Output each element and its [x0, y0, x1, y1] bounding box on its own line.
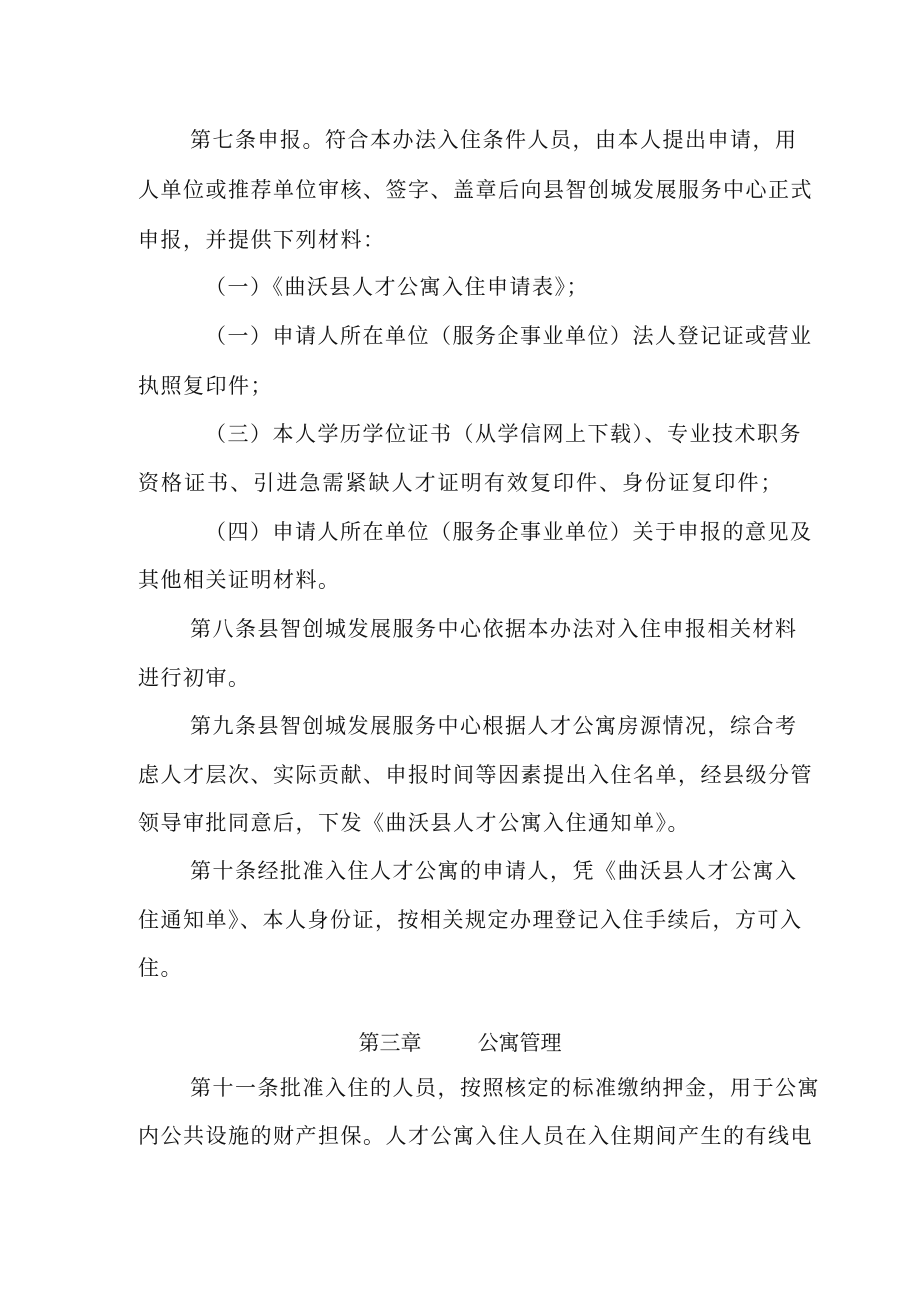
article-10-line-1: 第十条经批准入住人才公寓的申请人，凭《曲沃县人才公寓入: [190, 859, 798, 883]
article-7-line-1: 第七条申报。符合本办法入住条件人员，由本人提出申请，用: [190, 128, 798, 152]
article-10-line-3: 住。: [138, 956, 183, 980]
item-3-line-1: （三）本人学历学位证书（从学信网上下载）、专业技术职务: [205, 422, 802, 446]
item-1-line-1: （一）《曲沃县人才公寓入住申请表》；: [205, 275, 589, 299]
item-2-line-2: 执照复印件；: [138, 374, 273, 398]
chapter-heading: [0, 1028, 920, 1058]
article-8-line-2: 进行初审。: [138, 666, 251, 690]
article-9-line-3: 领导审批同意后，下发《曲沃县人才公寓入住通知单》。: [138, 811, 690, 835]
article-11-line-2: 内公共设施的财产担保。人才公寓入住人员在入住期间产生的有线电: [138, 1124, 813, 1148]
article-11-line-1: 第十一条批准入住的人员，按照核定的标准缴纳押金，用于公寓: [190, 1076, 820, 1100]
item-4-line-1: （四）申请人所在单位（服务企事业单位）关于申报的意见及: [205, 520, 813, 544]
item-4-line-2: 其他相关证明材料。: [138, 568, 341, 592]
item-2-line-1: （一）申请人所在单位（服务企事业单位）法人登记证或营业: [205, 324, 813, 348]
article-7-line-3: 申报，并提供下列材料：: [138, 228, 386, 252]
chapter-title: 公寓管理: [477, 1031, 562, 1055]
article-10-line-2: 住通知单》、本人身份证，按相关规定办理登记入住手续后，方可入: [138, 908, 803, 932]
chapter-number: 第三章: [358, 1031, 422, 1055]
article-8-line-1: 第八条县智创城发展服务中心依据本办法对入住申报相关材料: [190, 617, 798, 641]
article-7-line-2: 人单位或推荐单位审核、签字、盖章后向县智创城发展服务中心正式: [138, 178, 813, 202]
article-9-line-2: 虑人才层次、实际贡献、申报时间等因素提出入住名单，经县级分管: [138, 763, 813, 787]
item-3-line-2: 资格证书、引进急需紧缺人才证明有效复印件、身份证复印件；: [138, 471, 783, 495]
article-9-line-1: 第九条县智创城发展服务中心根据人才公寓房源情况，综合考: [190, 714, 798, 738]
